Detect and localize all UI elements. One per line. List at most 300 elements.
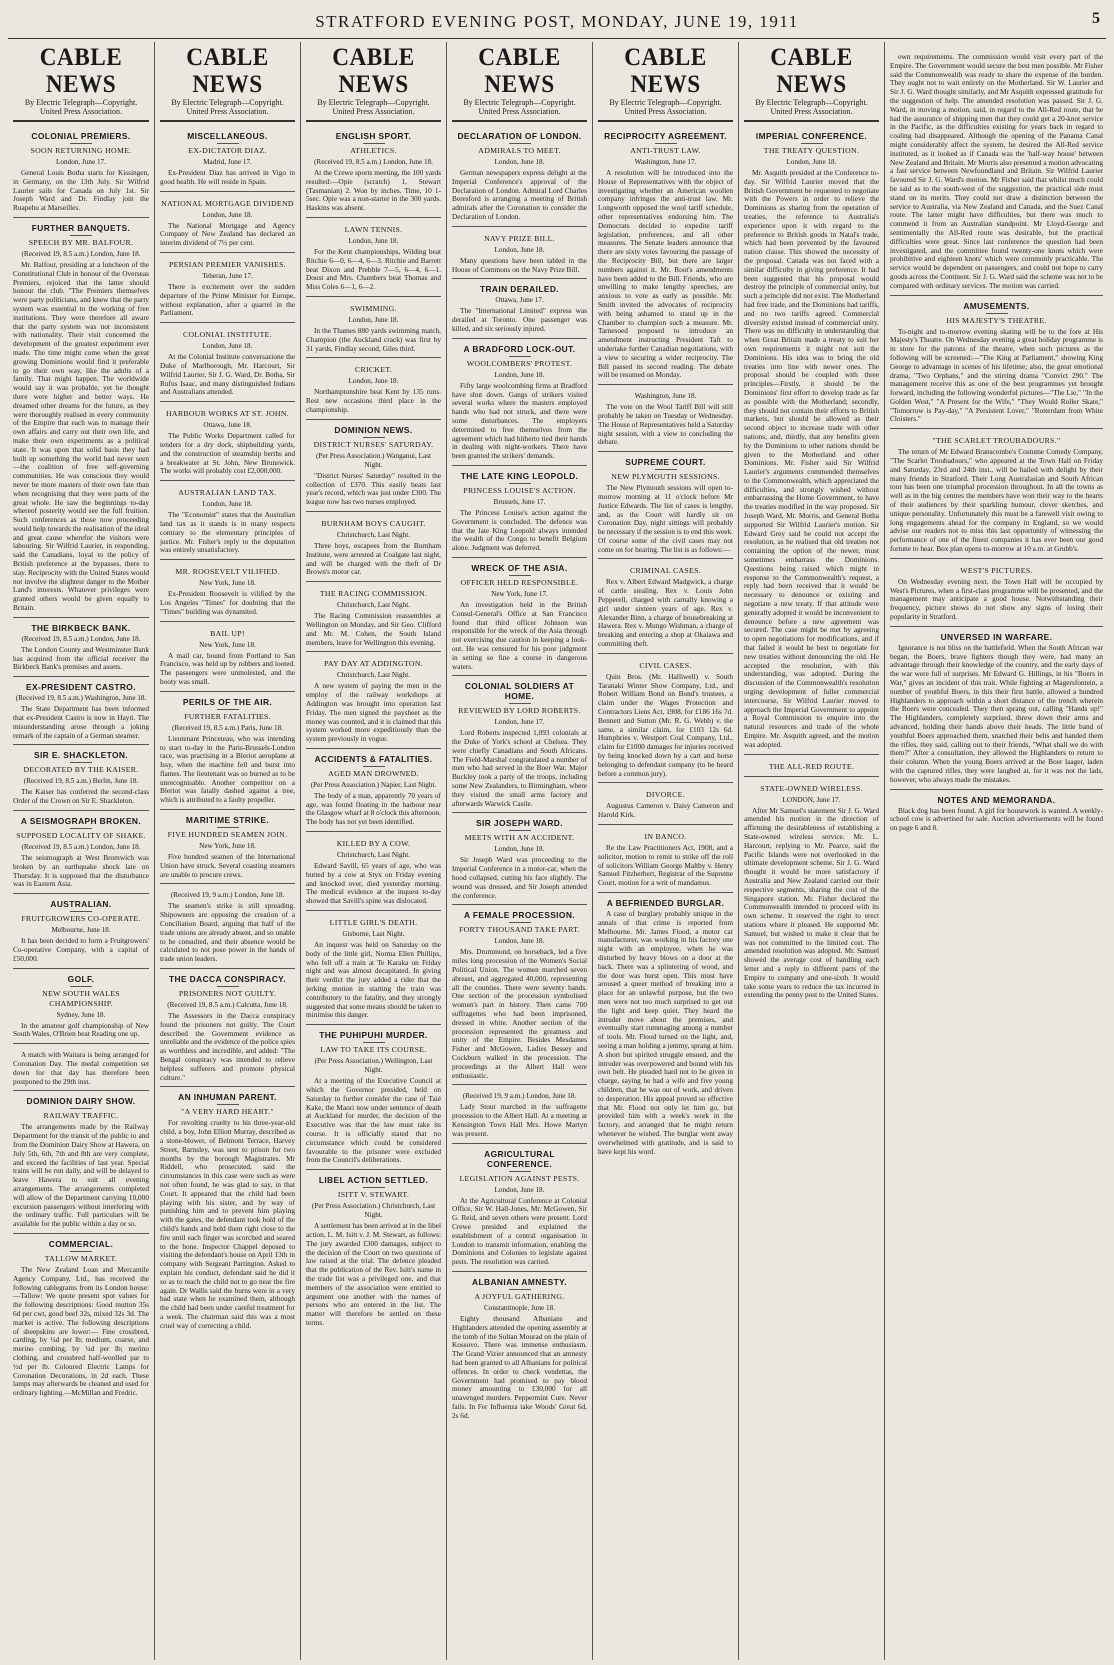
- news-story: [13, 744, 149, 806]
- story-dateline: (Received 19, 9 a.m.) London, June 18.: [462, 1092, 577, 1101]
- story-body: At the Agricultural Conference at Colonial Office, Sir W. Hall-Jones, Mr. McGowen, Sir G. Reid, and seven others were present. Lord Crewe presided and explained the establishment of a central organisation in London to transmit information, enabling the Dominions and Colonies to legislate against pests. The resolution was carried.: [452, 1195, 587, 1267]
- story-headline: DECLARATION OF LONDON.: [457, 131, 582, 141]
- news-story: [306, 748, 441, 827]
- headline-divider: [217, 827, 239, 828]
- story-subhead: SUPPOSED LOCALITY OF SHAKE.: [16, 831, 146, 841]
- story-dateline: (Received 19, 8.5 a.m.) London, June 18.: [21, 843, 141, 852]
- story-body: Black dog has been found. A girl for housework is wanted. A weekly-school cow is advertised for sale. Auction advertisements will be found on page 6 and 8.: [890, 805, 1103, 833]
- story-dateline: Brussels, June 17.: [493, 497, 546, 506]
- story-body: It has been decided to form a Fruitgrowers' Co-operative Company, with a capital of £50,000.: [13, 936, 149, 963]
- story-headline: PERILS OF THE AIR.: [182, 696, 273, 707]
- story-headline: A BEFRIENDED BURGLAR.: [606, 898, 725, 908]
- story-body: "District Nurses' Saturday" resulted in the collection of £370. This easily beats last year's record, which was just under £300. The league now has two nurses employed.: [306, 470, 441, 507]
- header-rule: [160, 120, 295, 122]
- story-body: The return of Mr Edward Branscombe's Costume Comedy Company, "The Scarlet Troubadours," who appeared at the Town Hall on Friday and Saturday, 23rd and 24th inst., will be hailed with delight by their many friends in Stratford. Their Long Australasian and South African tour has been one triumphal procession throughout. In all the towns as well as in the big centres the members have won their way to the hearts of their audiences by their sparkling humour, clever sketches, and unique personality. Unfortunately this must be a farewell visit owing to long engagements ahead for the company in England, so we would advise our readers not to miss this last opportunity of witnessing the performance of one of the finest companies it has ever been our good fortune to hear. Box plan opens to-morrow at 10 a.m. at Grubb's.: [890, 447, 1103, 554]
- story-dateline: (Received 19, 8.5 a.m.) Paris, June 18.: [172, 723, 283, 732]
- story-dateline: Ottawa, June 17.: [495, 296, 544, 305]
- story-dateline: Constantinople, June 18.: [483, 1303, 556, 1312]
- masthead-rule: [8, 38, 1106, 39]
- column-3: [301, 42, 447, 1660]
- headline-divider: [70, 1108, 92, 1109]
- story-subhead: "A VERY HARD HEART.": [181, 1107, 274, 1117]
- story-body: The body of a man, apparently 70 years of age, was found floating in the harbour near the Glasgow wharf at 8 o'clock this afternoon. The body has not yet been identified.: [306, 790, 441, 827]
- news-story: [598, 653, 733, 779]
- story-subhead: ANTI-TRUST LAW.: [630, 146, 701, 155]
- story-body: German newspapers express delight at the Imperial Conference's approval of the Declaration of London. Admiral Lord Charles Beresford is arranging a meeting of British admirals after the Coronation to consider the Declaration of London.: [452, 168, 587, 221]
- story-subhead: LEGISLATION AGAINST PESTS.: [459, 1173, 580, 1183]
- story-body: A resolution will be introduced into the House of Representatives with the object of investigating whether an American woollen company infringes the anti-trust law. Mr. Longworth opposed the wool tariff schedule, other representatives endorsing him. The Democrats decided to expedite tariff legislation, preferences, and all other measures. The Senate leaders announce that there are sixty votes favouring the passage of the Reciprocity Bill, but there are larger numbers against it. Mr. Root's amendments have been added to the Bill. Friends, who are unwilling to make lengthy speeches, are anxious to vote as early as possible. Mr. Smith invited the advocates of reciprocity with being ashamed to stand up in the Chamber to champion such a measure. Mr. Tarnesoed proposed to introduce an amendment instructing President Taft to undertake further Canadian negotiations, with a view to securing a wider reciprocity. The Bill passed its second reading. The debate will be resumed on Monday.: [598, 168, 733, 380]
- story-headline: THE DACCA CONSPIRACY.: [169, 974, 286, 985]
- story-subhead: CIVIL CASES.: [639, 660, 692, 670]
- story-body: Ex-President Diaz has arrived in Vigo in good health. He will reside in Spain.: [160, 168, 295, 186]
- story-dateline: New York, June 18.: [199, 579, 256, 588]
- headline-divider: [70, 1251, 92, 1252]
- headline-divider: [509, 830, 531, 831]
- news-story: [452, 338, 587, 461]
- news-story: [13, 676, 149, 740]
- story-subhead: THE RACING COMMISSION.: [319, 589, 428, 599]
- story-subhead: SPEECH BY MR. BALFOUR.: [28, 237, 134, 247]
- story-subhead: PAY DAY AT ADDINGTON.: [323, 659, 424, 669]
- story-dateline: London, June 18.: [202, 500, 253, 509]
- story-dateline: London, June 18.: [494, 370, 545, 379]
- story-body: The Racing Commission reassembles at Wellington on Monday, and Sir Geo. Clifford and Mr. M. Cohen, the South Island members, leave for Wellington this evening.: [306, 611, 441, 647]
- header-rule: [13, 120, 149, 122]
- story-dateline: London, June 18.: [494, 245, 545, 254]
- story-dateline: Washington, June 17.: [634, 158, 697, 166]
- news-story: [160, 559, 295, 616]
- news-story: [890, 428, 1103, 554]
- story-body: Three boys, escapees from the Burnham Institute, were arrested at Coalgate last night, and will be charged with the theft of Dr Brown's motor car.: [306, 540, 441, 577]
- story-headline: RECIPROCITY AGREEMENT.: [604, 131, 727, 141]
- cable-news-title: CABLE NEWS: [186, 44, 269, 98]
- story-dateline: Ottawa, June 18.: [203, 421, 252, 430]
- story-subhead: MR. ROOSEVELT VILIFIED.: [175, 567, 280, 577]
- news-story: [598, 892, 733, 1156]
- headline-divider: [70, 986, 92, 987]
- story-subhead: LITTLE GIRL'S DEATH.: [329, 918, 418, 928]
- column-6: [739, 42, 885, 1660]
- story-subhead: NATIONAL MORTGAGE DIVIDEND: [161, 198, 294, 208]
- story-headline: WRECK OF THE ASIA.: [471, 562, 568, 573]
- news-story: [598, 384, 733, 447]
- headline-divider: [801, 143, 823, 144]
- news-story: [160, 691, 295, 805]
- headline-divider: [70, 762, 92, 763]
- cable-news-byline: By Electric Telegraph—Copyright. United Press Association.: [24, 98, 138, 116]
- story-headline: COMMERCIAL.: [48, 1238, 114, 1249]
- story-dateline: London, June 18.: [348, 236, 399, 245]
- news-story: [744, 776, 879, 1001]
- header-rule: [452, 120, 587, 122]
- column-5: [593, 42, 739, 1660]
- story-body: A match with Waitara is being arranged for Coronation Day. The medal competition set down for that day has therefore been postponed to the 29th inst.: [13, 1050, 149, 1086]
- news-story: [452, 126, 587, 222]
- story-dateline: London, June 18.: [494, 1185, 545, 1194]
- story-body: General Louis Botha starts for Kissingen, in Germany, on the 13th July. Sir Wilfrid Laurier sails for Canada on July 1st. Sir Joseph Ward and Dr. Findlay join the Ruapehu at Marseilles.: [13, 168, 149, 213]
- story-subhead: REVIEWED BY LORD ROBERTS.: [458, 706, 581, 716]
- story-dateline: London, June 18.: [348, 377, 399, 386]
- story-subhead: CRIMINAL CASES.: [630, 566, 701, 576]
- story-body: Re the Law Practitioners Act, 1908, and a solicitor, motion to remit to strike off the roll of solicitors William George Maltby v. Henry Samuel Fitzherbert, Registrar of the Supreme Court, motion for a writ of mandamus.: [598, 843, 733, 888]
- story-dateline: Washington, June 18.: [634, 392, 697, 401]
- story-dateline: New York, June 17.: [491, 589, 548, 598]
- story-subhead: BAIL UP!: [210, 628, 245, 638]
- story-subhead: NAVY PRIZE BILL.: [484, 233, 555, 243]
- story-subhead: BURNHAM BOYS CAUGHT.: [321, 518, 426, 528]
- cable-news-title: CABLE NEWS: [624, 44, 707, 98]
- story-body: Mr. Balfour, presiding at a luncheon of the Constitutional Club in honour of the Overseas Premiers, rejoiced that the latter should honour the club. "The Premiers themselves were party politicians, and knew that the party system was essential to the working of free institutions. They were therefore all aware that the party system was not inconsistent with nationality. Their visit concerned the development of the greatest experiment ever made. The time might come when the great growing Dominions would find it preferable to go their own way, like the adults of a family. That might happen. The worldwide would say it was probable, yet he thought there were higher and better ways. He dreamed other dreams for the future, as they were thoroughly realised in every community of the Empire that each was to manage their own affairs and carry out their own life, and make their own experiments as a political state. It was upon that solid basis they had built up something the world had never seen—the coalition of free self-governing communities. He was conscious they would never be more masters of their own fate than when recognising that they were parts of the great whole. He saw the beginnings to-day whereof posterity would see the full fruition. Such conferences as those now proceeding would help towards the realisation of the ideal and great cause wherefor the visitors were labouring. Sir Wilfrid Laurier, in responding, said the Canadians, loyal to the policy of British preference at the bypasses, there to stay. Reciprocity with the United States would not involve the slightest danger to the Mother Land's interests. Whatever privileges were granted others would be given equally to Britain.: [13, 259, 149, 613]
- news-story: [13, 1233, 149, 1398]
- column-7: [885, 42, 1108, 1660]
- news-story: [598, 126, 733, 380]
- news-story: [890, 295, 1103, 425]
- story-headline: A SEISMOGRAPH BROKEN.: [20, 816, 142, 827]
- story-dateline: New York, June 18.: [199, 640, 256, 649]
- news-story: [160, 809, 295, 879]
- story-subhead: MEETS WITH AN ACCIDENT.: [464, 833, 575, 843]
- headline-divider: [363, 437, 385, 438]
- news-story: [452, 278, 587, 333]
- story-dateline: London, June 18.: [786, 158, 837, 166]
- story-body: The "International Limited" express was derailed at Toronto. One passenger was killed, and six seriously injured.: [452, 306, 587, 333]
- story-body: An inquest was held on Saturday on the body of the little girl, Norma Ellen Phillips, who fell off a train at Te Karaka on Friday night and was almost decapitated. In giving their verdict the jury added a rider that the jerking motion in starting the train was contributory to the fatality, and they strongly suggested that some means should be taken to minimise this danger.: [306, 940, 441, 1020]
- story-dateline: (Received 19, 8.5 a.m.) London, June 18.: [314, 158, 433, 166]
- masthead: [0, 0, 1114, 42]
- headline-divider: [217, 1104, 239, 1105]
- story-body: Edward Savill, 65 years of age, who was butted by a cow at Styx on Friday evening and knocked over, died yesterday morning. The medical evidence at the inquest to-day showed that Savill's spine was dislocated.: [306, 861, 441, 906]
- news-story: [13, 1043, 149, 1086]
- news-story: [160, 968, 295, 1082]
- story-dateline: (Received 19, 8.5 a.m.) Washington, June 18.: [15, 694, 147, 703]
- news-story: [13, 810, 149, 889]
- story-headline: COLONIAL SOLDIERS AT HOME.: [464, 681, 575, 702]
- story-dateline: London, June 18.: [494, 158, 545, 166]
- news-story: [452, 226, 587, 275]
- column-header: [306, 42, 441, 116]
- news-story: [890, 626, 1103, 785]
- story-body: For revolting cruelty to his three-year-old child, a boy, John Elliott Murray, described as a stone-blower, of Belmont Terrace, Harvey Street, Barnsley, was sent to prison for two months by the borough Magistrates. Mr Riddell, who prosecuted, said the circumstances in this case were such as were not often found, he was glad to say, in that Court. It appeared that the child had been playing with his sister, and by way of punishing him and to prevent him playing with the gates, the defendant took hold of the child's hands and held them right close to the fire until each finger was scorched and seared to the bone. Inspector Chappel deposed to visiting the defendant's house on April 13th in company with Sergeant Partington. Asked to explain his conduct, defendant said he did it so as to teach the child not to go near the fire again. Dr Wallis said the burns were in a very bad state when he examined them, although the child had been under careful treatment for a week. The chairman said this was a most cruel way of correcting a child.: [160, 1118, 295, 1330]
- story-subhead: DISTRICT NURSES' SATURDAY.: [313, 439, 434, 449]
- story-body: Five hundred seamen of the International Union have struck. Several coasting steamers are unable to procure crews.: [160, 852, 295, 879]
- story-body: The seismograph at West Bromwich was broken by an earthquake shock late on Thursday. It is supposed that the disturbance was in Eastern Asia.: [13, 853, 149, 889]
- story-headline: SIR E. SHACKLETON.: [33, 750, 129, 761]
- news-story: [13, 968, 149, 1040]
- story-dateline: (Per Press Association.) Wellington, Last Night.: [314, 1057, 433, 1075]
- story-body: Lieutenant Princeteau, who was intending to start to-day in the Paris-Brussels-London race, was practising in a Bleriot aeroplane at Issy, when the machine fell and burst into flames. The lieutenant was so burned as to be unrecognisable. Another competitor on a Bleriot was fatally dashed against a tree, which is attributed to a faulty propeller.: [160, 733, 295, 805]
- headline-divider: [655, 143, 677, 144]
- story-subhead: ATHLETICS.: [350, 146, 397, 155]
- story-headline: EX-PRESIDENT CASTRO.: [26, 682, 136, 693]
- story-dateline: London, June 18.: [202, 342, 253, 351]
- story-body: The Kaiser has conferred the second-class Order of the Crown on Sir E. Shackleton.: [13, 787, 149, 806]
- story-body: The seamen's strike is still spreading. Shipowners are opposing the creation of a Conciliation Board, arguing that half of the trade unions are already absent, and so unable to be consulted, and their absence would be calculated to not pose power in the hands of trade union leaders.: [160, 901, 295, 964]
- header-rule: [744, 120, 879, 122]
- story-body: Lord Roberts inspected 1,093 colonials at the Duke of York's school at Chelsea. They were chiefly Canadians and South Africans. The Field-Marshal congratulated a number of men who had served in the Boer War. Major Buckley took a party of the troops, including some New Zealanders, to Birmingham, where they visited the small arms factory and afterwards Warwick Castle.: [452, 728, 587, 808]
- story-body: Quin Bros. (Mr. Halliwell) v. South Taranaki Winter Show Company, Ltd., and Robert William Bond on Bond's trustees, a claim under the Wages Protection and Contractors Liens Act, 1908, for £186 16s 7d. Bennett and Sutton (Mr. R. G. Webb) v. the same, a similar claim, for £103 12s 6d. Humphries v. Westport Coal Company, Ltd., claim for £1000 damages for injuries received by being knocked down by a cart and horse belonging to defendant company (to be heard before a common jury).: [598, 671, 733, 778]
- story-headline: ENGLISH SPORT.: [335, 131, 412, 141]
- story-body: Rex v. Albert Edward Madgwick, a charge of cattle stealing. Rex v. Louis John Pepperell, charged with carnally knowing a girl under sixteen years of age. Rex v. Alexander Binn, a charge of housebreaking at Hawera. Rex v. Mungo Wishman, a charge of breaking and entering a shop at Okaiawa and committing theft.: [598, 577, 733, 649]
- story-subhead: THE ALL-RED ROUTE.: [768, 761, 855, 771]
- story-body: The arrangements made by the Railway Department for the transit of the public to and from the Dominion Dairy Show at Hawera, on July 5th, 6th, 7th and 8th are very complete, and exceed the facilities of last year. Special trains will be run daily, and will be delayed to leave Hawera to suit all evening arrangements. The arrangements completed will allow of the Department carrying 10,000 excursion passengers without interfering with the ordinary traffic. Full particulars will be available for the public within a day or so.: [13, 1122, 149, 1229]
- headline-divider: [509, 483, 531, 484]
- story-body: A mail car, bound from Portland to San Francisco, was held up by robbers and looted. The passengers were unmolested, and the booty was small.: [160, 650, 295, 686]
- story-headline: GOLF.: [67, 973, 95, 984]
- story-subhead: OFFICER HELD RESPONSIBLE.: [460, 577, 579, 587]
- headline-divider: [363, 1187, 385, 1188]
- news-story: [452, 1143, 587, 1267]
- news-story: [598, 824, 733, 888]
- story-headline: THE PUHIPUHI MURDER.: [319, 1030, 428, 1041]
- story-body: Fifty large woolcombing firms at Bradford have shut down. Gangs of strikers visited several works where the masters employed hands who had not struck, and there were some disturbances. The employers determined to free themselves from the agreement which had hitherto tied their hands in dealing with night-workers. There have been granted the strikers' demands.: [452, 380, 587, 461]
- headline-divider: [509, 575, 531, 576]
- story-headline: SIR JOSEPH WARD.: [476, 818, 563, 829]
- news-story: [452, 675, 587, 808]
- story-subhead: PRISONERS NOT GUILTY.: [178, 989, 277, 999]
- column-header: [598, 42, 733, 116]
- story-body: At a meeting of the Executive Council at which the Governor presided, held on Saturday to further consider the case of Taié Kake, the Maori now under sentence of death at Auckland for murder, the decision of the Executive was that the law must take its course. It is officially stated that no circumstance which could be considered favourable to the prisoner were excluded from the Council's deliberations.: [306, 1076, 441, 1165]
- story-dateline: London, June 17.: [494, 718, 545, 727]
- column-header: [160, 42, 295, 116]
- story-body: There is excitement over the sudden departure of the Prime Minister for Europe, without explanation, after a quarrel in the Parliament.: [160, 281, 295, 318]
- cable-news-byline: By Electric Telegraph—Copyright. United Press Association.: [755, 98, 868, 116]
- news-story: [306, 296, 441, 353]
- story-headline: ALBANIAN AMNESTY.: [472, 1276, 567, 1287]
- story-body: The vote on the Wool Tariff Bill will still probably be taken on Tuesday or Wednesday. The House of Representatives held a Saturday night session, with a view to concluding the debate.: [598, 402, 733, 447]
- story-subhead: LAW TO TAKE ITS COURSE.: [320, 1045, 427, 1055]
- story-dateline: London, June 18.: [348, 315, 399, 324]
- story-subhead: FURTHER FATALITIES.: [184, 711, 271, 721]
- story-headline: THE LATE KING LEOPOLD.: [460, 470, 579, 481]
- headline-divider: [986, 313, 1008, 314]
- headline-divider: [70, 828, 92, 829]
- story-body: Lady Stout marched in the suffragette procession to the Albert Hall. At a meeting at Kensington Town Hall Mrs. Howe Martyn was present.: [452, 1102, 587, 1138]
- news-story: [13, 893, 149, 963]
- story-headline: AUSTRALIAN.: [50, 899, 112, 910]
- story-subhead: HARBOUR WORKS AT ST. JOHN.: [165, 409, 290, 419]
- story-dateline: (Received 19, 8.5 a.m.) Calcutta, June 18.: [167, 1001, 288, 1010]
- story-subhead: RAILWAY TRAFFIC.: [43, 1111, 119, 1121]
- story-body: On Wednesday evening next, the Town Hall will be occupied by West's Pictures, when a first-class programme will be presented, and the management may anticipate a good house. Notwithstanding their frequency, picture shows do not show any signs of losing their popularity in Stratford.: [890, 576, 1103, 622]
- story-headline: ACCIDENTS & FATALITIES.: [314, 753, 433, 764]
- cable-news-byline: By Electric Telegraph—Copyright. United Press Association.: [317, 98, 430, 116]
- story-headline: A BRADFORD LOCK-OUT.: [463, 343, 576, 354]
- story-dateline: (Received 19, 8.5 a.m.) London, June 18.: [21, 249, 141, 258]
- news-story: [744, 126, 879, 750]
- story-headline: IMPERIAL CONFERENCE.: [755, 131, 868, 141]
- news-story: [160, 322, 295, 397]
- headline-divider: [363, 1042, 385, 1043]
- news-story: [890, 789, 1103, 833]
- headline-divider: [217, 709, 239, 710]
- story-subhead: PERSIAN PREMIER VANISHES.: [168, 259, 287, 269]
- story-headline: DOMINION NEWS.: [334, 424, 413, 435]
- story-body: Eighty thousand Albanians and Highlanders attended the opening assembly at the tomb of the Sultan Mourad on the plain of Kossovo. There was immense enthusiasm. The Grand Vizier announced that an amnesty had been granted to all Albanians for political offences. In order to check vendettas, the Government had promised to pay blood money amounting to £30,000 for all unavenged murders. Peppermint Cure. Never fails. In Fer Influenza take Woods' Great 6d, 2s 6d.: [452, 1313, 587, 1420]
- story-subhead: CRICKET.: [354, 365, 393, 375]
- story-body: In the Thames 880 yards swimming match, Champion (the Auckland crack) was first by 31 yards, Findlay second, Giles third.: [306, 325, 441, 353]
- story-subhead: NEW PLYMOUTH SESSIONS.: [611, 472, 720, 482]
- story-dateline: New York, June 18.: [199, 842, 256, 851]
- headline-divider: [70, 143, 92, 144]
- news-story: [306, 581, 441, 647]
- news-story: [306, 419, 441, 507]
- story-headline: LIBEL ACTION SETTLED.: [318, 1175, 429, 1186]
- news-story: [452, 1084, 587, 1138]
- story-body: The National Mortgage and Agency Company of New Zealand has declared an interim dividend of 7½ per cent.: [160, 220, 295, 248]
- news-story: [160, 191, 295, 248]
- story-body: Northamptonshire beat Kent by 135 runs. Rest new occasions third place in the championship.: [306, 387, 441, 414]
- news-story: [306, 511, 441, 577]
- story-dateline: London, June 18.: [494, 937, 545, 946]
- story-subhead: HIS MAJESTY'S THEATRE.: [946, 315, 1047, 325]
- story-body: A settlement has been arrived at in the libel action, L. M. Isitt v. J. M. Stewart, as follows: The jury awarded £300 damages, subject to the decision of the Court on two questions of law raised at the trial. The defence pleaded that the publication of the Rev. Isitt's name in the trade list was a privileged one, and that members of the association were entitled to argument one another with the names of persons who are entered in the list. The matter will therefore be settled on these terms.: [306, 1221, 441, 1327]
- news-story: [13, 1090, 149, 1229]
- story-subhead: TALLOW MARKET.: [44, 1253, 118, 1263]
- story-body: At the Colonial Institute conversazione the Duke of Marlborough, Mr. Harcourt, Sir Wilfrid Laurier, Sir J. G. Ward, Dr. Botha, Sir Rufus Isaac, and many distinguished Indians and Australians attended.: [160, 352, 295, 397]
- story-dateline: Christchurch, Last Night.: [336, 530, 411, 539]
- story-subhead: KILLED BY A COW.: [336, 839, 411, 849]
- story-subhead: EX-DICTATOR DIAZ.: [188, 146, 267, 155]
- column-header: [13, 42, 149, 116]
- cable-news-title: CABLE NEWS: [770, 44, 853, 98]
- story-dateline: Madrid, June 17.: [203, 158, 252, 166]
- headline-divider: [217, 143, 239, 144]
- news-story: [452, 465, 587, 553]
- news-story: [13, 126, 149, 213]
- cable-news-byline: By Electric Telegraph—Copyright. United Press Association.: [171, 98, 284, 116]
- story-subhead: ADMIRALS TO MEET.: [478, 146, 561, 155]
- story-body: Many questions have been tabled in the House of Commons on the Navy Prize Bill.: [452, 255, 587, 274]
- news-story: [452, 904, 587, 1080]
- cable-news-byline: By Electric Telegraph—Copyright. United Press Association.: [463, 98, 576, 116]
- story-headline: AN INHUMAN PARENT.: [178, 1092, 277, 1103]
- story-subhead: A JOYFUL GATHERING.: [474, 1291, 565, 1301]
- header-rule: [306, 120, 441, 122]
- story-headline: A FEMALE PROCESSION.: [464, 910, 575, 921]
- story-subhead: FRUITGROWERS CO-OPERATE.: [21, 914, 141, 924]
- headline-divider: [363, 143, 385, 144]
- cable-news-title: CABLE NEWS: [39, 44, 123, 98]
- story-body: The Princess Louise's action against the Government is concluded. The defence was that the late King Leopold always intended the wealth of the Congo to benefit Belgium alone. Judgment was deferred.: [452, 507, 587, 553]
- column-4: [447, 42, 593, 1660]
- story-subhead: DIVORCE.: [645, 790, 685, 800]
- headline-divider: [70, 911, 92, 912]
- story-body: After Mr Samuel's statement Sir J. G. Ward amended his motion in the direction of affirming the desirableness of establishing a State-owned wireless service. Mr. L. Harcourt, replying to Mr. Pearce, said the Pacific Islands were not overlooked in the ultimate development scheme. Sir J. G. Ward thought it would be more satisfactory if Australia and New Zealand carried out their respective segments, sharing the cost of the Singapore station. Mr. Fisher declared the Commonwealth intended to proceed with its own scheme. It reserved the right to erect stations where it pleased. He supported Mr. Samuel, but wished to make it clear that he was not committed to the limited cost. The amended resolution was adopted. Mr. Samuel showed the average cost of handling each letter and a reply to different parts of the Empire to company and one-sixth. It would take some years to reduce the tax incurred in extending the penny post to the United States.: [744, 805, 879, 1000]
- news-story: [744, 754, 879, 772]
- story-dateline: Christchurch, Last Night.: [336, 601, 411, 610]
- headline-divider: [509, 356, 531, 357]
- column-2: [155, 42, 301, 1660]
- newspaper-title: STRATFORD EVENING POST, MONDAY, JUNE 19, 1911: [315, 12, 799, 31]
- headline-divider: [509, 703, 531, 704]
- news-story: [13, 217, 149, 613]
- column-header: [452, 42, 587, 116]
- news-story: [160, 621, 295, 687]
- story-headline: MARITIME STRIKE.: [185, 815, 270, 826]
- headline-divider: [655, 469, 677, 470]
- story-dateline: Melbourne, June 18.: [51, 926, 111, 935]
- news-story: [160, 126, 295, 187]
- news-story: [598, 451, 733, 554]
- story-headline: THE BIRKBECK BANK.: [31, 622, 131, 633]
- story-body: The New Plymouth sessions will open to-morrow morning at 11 o'clock before Mr Justice Edwards. The list of cases is lengthy, and, as the Court will hardly sit on Coronation Day, night sittings will probably be necessary if the session is to end this week. Of course some of the civil cases may not come on for hearing. The list is as follows:—: [598, 483, 733, 554]
- news-story: [13, 617, 149, 672]
- story-body: An investigation held in the British Consul-General's Office at San Francisco found that third officer Johnson was responsible for the wreck of the Asia through not exercising due caution in keeping a look-out. He was censured for his poor judgment in setting so fine a course in dangerous waters.: [452, 599, 587, 671]
- news-story: [160, 1086, 295, 1330]
- newspaper-columns: [8, 42, 1108, 1660]
- news-story: [452, 812, 587, 900]
- news-story: [160, 480, 295, 555]
- story-dateline: London, June 18.: [494, 845, 545, 854]
- story-subhead: FORTY THOUSAND TAKE PART.: [458, 925, 581, 935]
- story-headline: AMUSEMENTS.: [963, 300, 1030, 311]
- story-dateline: Gisborne, Last Night.: [342, 930, 405, 939]
- story-body: Mrs. Drummond, on horseback, led a five miles long procession of the Women's Social Political Union. The women marched seven abreast, and aggregated 40,000, representing all the counties. There were seventy bands. One section of the procession symbolised women's part in history. Then came 700 suffragettes who had been imprisoned, dressed in white. Another section of the procession represented the greatness and unity of the Empire. Besides Mesdames Fisher and McGowen, Ladies Bessey and Cockburn walked in the procession. The proceedings at the Albert Hall were enthusiastic.: [452, 947, 587, 1080]
- headline-divider: [363, 766, 385, 767]
- news-story: [306, 1024, 441, 1165]
- story-dateline: Christchurch, Last Night.: [336, 671, 411, 680]
- story-subhead: SWIMMING.: [350, 303, 397, 313]
- news-story: [306, 910, 441, 1020]
- news-story: [890, 558, 1103, 622]
- story-headline: NOTES AND MEMORANDA.: [937, 794, 1056, 805]
- story-dateline: LONDON, June 17.: [782, 795, 841, 804]
- page-number: 5: [1092, 10, 1100, 27]
- headline-divider: [70, 235, 92, 236]
- column-header: [744, 42, 879, 116]
- story-body: Mr. Asquith presided at the Conference to-day. Sir Wilfrid Laurier moved that the British Government be requested to negotiate with the Powers in order to relieve the Dominions as sharing from the operation of treaties, the reference to Australia's experience upon it with regard to the preference to British goods in Natal's trade, which had been prevented by the favoured nation clause. This showed the necessity of the proposal. Canada was not faced with a similar difficulty in giving preference. It had been suggested that his proposal would destroy the principle of commercial unity, but such a principle did not exist. The Motherland had free trade, and the Dominions had tariffs, and no two tariffs agreed. Commercial diversity existed instead of commercial unity. There was no difficulty in understanding that when Great Britain made a treaty to suit her own requirements it might not suit the Dominions. His idea was to bring the old treaties into line with newer ones. The proposal should be coupled with three principles—Firstly, it should be the Dominions' first effort to develop trade as far as possible with the Motherland; secondly, they should not contain their efforts to British markets, but should be allowed as their second object to increase trade with other nations; and, thirdly, that any benefits given by the Dominions to other nations should be given to the Motherland and other Dominions. Mr. Fisher said Sir Wilfrid Laurier's arguments commended themselves to the Commonwealth, which appreciated the difficulties, and strongly wished without embarrassing the Home Government, to have the treaties modified in the way proposed. Sir Joseph Ward, Mr. Morris, and General Botha supported Sir Wilfrid Laurier's motion. Sir Edward Grey said he could not accept the resolution, as he realised that old treaties not containing the option of the newer, must sometimes embarrass the Dominions. Questions being raised which might in response to the Commonwealth's request, a reply had been received that it would be necessary to denounce or existing and negotiate a new treaty. If that attitude were generally adopted it would be inconvenient to denounce before a new agreement was secured. The case might be met by agreeing to open negotiations for modifications, and if that failed it would be best to negotiate for new treaties without denouncing the old. He accepted the resolution, with this understanding, was adopted. During the discussion of the Commonwealth's resolution urging development of fuller commercial intercourse, Sir Wilfrid Laurier moved to approach the Imperial Government to appoint a Royal Commission to enquire into the natural resources and trade of the whole Empire. Mr. Asquith agreed, and the motion was adopted.: [744, 168, 879, 749]
- story-subhead: SOON RETURNING HOME.: [30, 146, 132, 155]
- headline-divider: [509, 143, 531, 144]
- story-body: For the Kent championships, Wilding beat Ritchie 6—0, 6—4, 6—3. Ritchie and Barrett beat Dixon and Prebble 7—5, 6—4, 6—1. Doust and Mrs. Chambers beat Thomas and Miss Coles 6—1, 6—2.: [306, 246, 441, 292]
- story-body: Sir Joseph Ward was proceeding to the Imperial Conference in a motor-car, when the hood collapsed, cutting his face slightly. The wound was dressed, and Sir Joseph attended the conference.: [452, 855, 587, 900]
- story-subhead: ISITT V. STEWART.: [337, 1190, 410, 1200]
- news-story: [306, 1169, 441, 1328]
- story-headline: DOMINION DAIRY SHOW.: [26, 1096, 136, 1107]
- story-subhead: "THE SCARLET TROUBADOURS.": [932, 436, 1061, 446]
- story-body: The London County and Westminster Bank has acquired from the official receiver the Birkbeck Bank's premises and assets.: [13, 644, 149, 672]
- story-subhead: LAWN TENNIS.: [344, 224, 403, 234]
- story-headline: SUPREME COURT.: [625, 457, 706, 468]
- column-1: [8, 42, 155, 1660]
- news-story: [306, 217, 441, 292]
- headline-divider: [217, 986, 239, 987]
- news-story: [160, 252, 295, 318]
- story-dateline: Christchurch, Last Night.: [336, 851, 411, 860]
- story-body: The "Economist" states that the Australian land tax as it stands is in many respects contrary to the elementary principles of justice. Mr. Fisher's reply to the deputation was entirely unsatisfactory.: [160, 510, 295, 555]
- story-headline: MISCELLANEOUS.: [187, 131, 268, 141]
- story-subhead: FIVE HUNDRED SEAMEN JOIN.: [167, 830, 288, 840]
- story-subhead: DECORATED BY THE KAISER.: [23, 765, 139, 775]
- news-story: [306, 651, 441, 744]
- headline-divider: [509, 922, 531, 923]
- news-story: [598, 558, 733, 648]
- story-dateline: (Received 19, 8.5 a.m.) Berlin, June 18.: [23, 777, 139, 786]
- news-story: [160, 401, 295, 476]
- cable-news-byline: By Electric Telegraph—Copyright. United Press Association.: [609, 98, 722, 116]
- story-dateline: London, June 18.: [202, 210, 253, 219]
- story-subhead: THE TREATY QUESTION.: [763, 146, 860, 155]
- story-headline: COLONIAL PREMIERS.: [31, 131, 131, 141]
- story-headline: TRAIN DERAILED.: [479, 284, 560, 295]
- story-subhead: WEST'S PICTURES.: [960, 565, 1033, 575]
- story-body: own requirements. The commission would visit every part of the Empire. The Government would secure the best men possible. Mr Fisher said the Commonwealth was ready to share the expense of the burden. They ought not to wait entirely on the Motherland. Sir W. Laurier and Sir J. G. Ward thought similarly, and Mr Asquith expressed gratitude for the suggestion of help. The amended resolution was passed. Sir J. G. Ward, in moving a motion, said, in regard to the All-Red route, that he had the assurance of shipping men that they could get a 20-knot service in the Pacific, as the difficulties existing for years back in regard to coaling had disappeared. Although the opening of the Panama Canal might considerably affect the system, he desired the All-Red service instituted, as it looked as if Canada was the 'half-way house' between New Zealand and Britain. Mr Morris also presented a motion advocating a fast service between Newfoundland and Britain. Sir Wilfrid Laurier favoured Sir J. G. Ward's motion. Mr Fisher said that whilst much could be said as to the south-west of the suggestion, the practical side must stand on its merits. They could not draw a distinction between the service to Australia, via New Zealand and Canada, and the Suez Canal route. The latter might have difficulties, but there was much to commend it from an Australian standpoint. Mr Lloyd-George and sentimentally the All-Red route was desirable, but the practical difficulties were great. Since last conference the question had been investigated, and the committee found twenty-one knots which were prohibitive and eighteen knots' which were commonly practicable. The service would be dependent on passengers, and could not hope to carry goods across the Continent. Sir J. G. Ward said the scheme was not to be compared with ordinary services. The motion was carried.: [890, 52, 1103, 290]
- story-dateline: (Received 19, 9 a.m.) London, June 18.: [170, 891, 285, 900]
- story-body: A case of burglary probably unique in the annals of that crime is reported from Melbourne. Mr. James Flood, a motor car manufacturer, was working in his factory one night with an employee, when he was disturbed by heavy blows on a door at the back. There was a splintering of wood, and the door was burst open. This must have aroused a queer method of breaking into a place for an unlawful purpose, but the two men were not too much surprised to get out the light and keep quiet. They heard the intruder move about the premises, and eventually start rummaging among a number of tools. Mr. Flood turned on the light, and, seeing a man holding a jemmy, sprang at him. A short but spirited struggle ensued, and the intruder was overpowered and bound with his own belt. He pleaded hard not to be given in charge, saying he had a wife and five young children, that he was out of work, and driven to desperation. His appeal proved so effective that Mr. Flood not only let him go, but provided him with a week's work in the factory, and arranged that he might return whenever he wished. The burglar went away overwhelmed with gratitude, and is said to have kept his word.: [598, 909, 733, 1156]
- story-subhead: AUSTRALIAN LAND TAX.: [178, 488, 277, 498]
- news-story: [306, 126, 441, 213]
- story-dateline: (Received 19, 8.5 a.m.) London, June 18.: [21, 634, 141, 643]
